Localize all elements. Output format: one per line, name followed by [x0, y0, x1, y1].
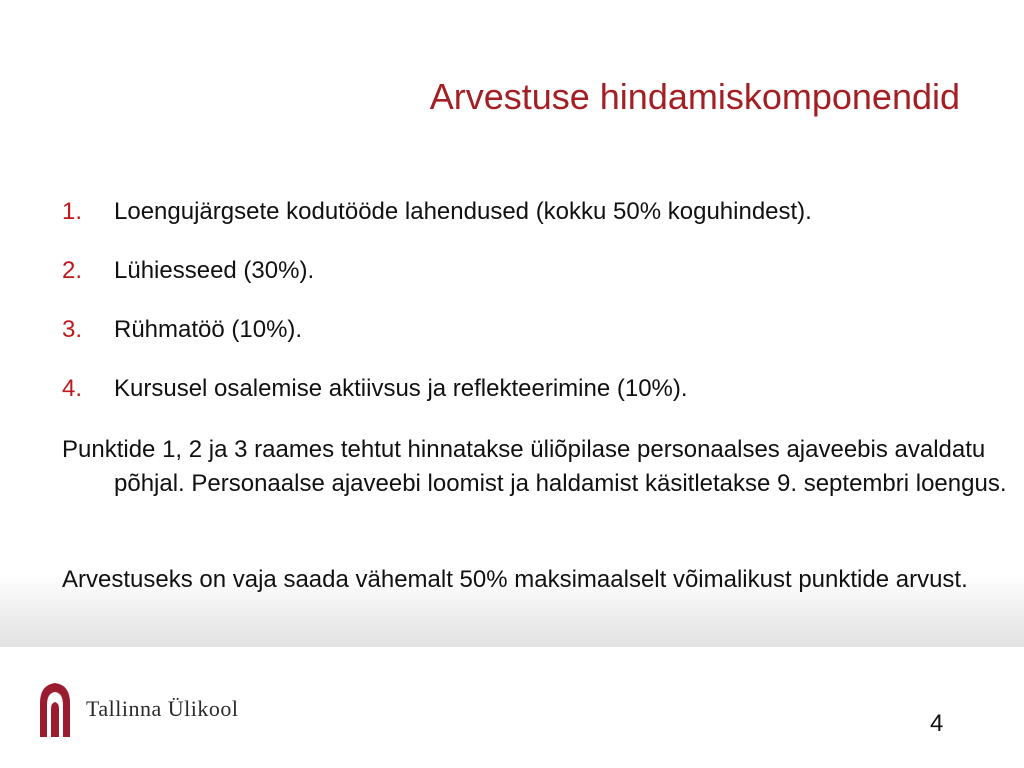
tallinn-university-arch-icon — [38, 681, 72, 737]
list-number: 4. — [62, 375, 83, 402]
page-number: 4 — [930, 710, 944, 737]
university-logo — [38, 680, 239, 738]
list-item — [62, 255, 972, 287]
list-item-text: Rühmatöö (10%). — [114, 316, 303, 343]
university-name: Tallinna Ülikool — [86, 696, 239, 721]
list-number: 1. — [62, 198, 83, 225]
grading-components-list — [62, 196, 972, 432]
list-item-text: Loengujärgsete kodutööde lahendused (kokku 50% koguhindest). — [114, 198, 812, 225]
list-number: 2. — [62, 257, 83, 284]
list-item-text: Lühiesseed (30%). — [114, 257, 315, 284]
list-item — [62, 314, 972, 346]
passing-requirement-paragraph: Arvestuseks on vaja saada vähemalt 50% maksimaalselt võimalikust punktide arvust. — [62, 566, 968, 593]
list-item — [62, 196, 972, 228]
list-number: 3. — [62, 316, 83, 343]
list-item-text: Kursusel osalemise aktiivsus ja reflekteerimine (10%). — [114, 375, 688, 402]
list-item — [62, 373, 972, 405]
slide-title: Arvestuse hindamiskomponendid — [429, 76, 960, 117]
blog-assessment-paragraph: Punktide 1, 2 ja 3 raames tehtut hinnatakse üliõpilase personaalses ajaveebis avaldatu põhjal. Personaalse ajaveebi loomist ja haldamist käsitletakse 9. septembri loengus. — [62, 436, 1007, 497]
